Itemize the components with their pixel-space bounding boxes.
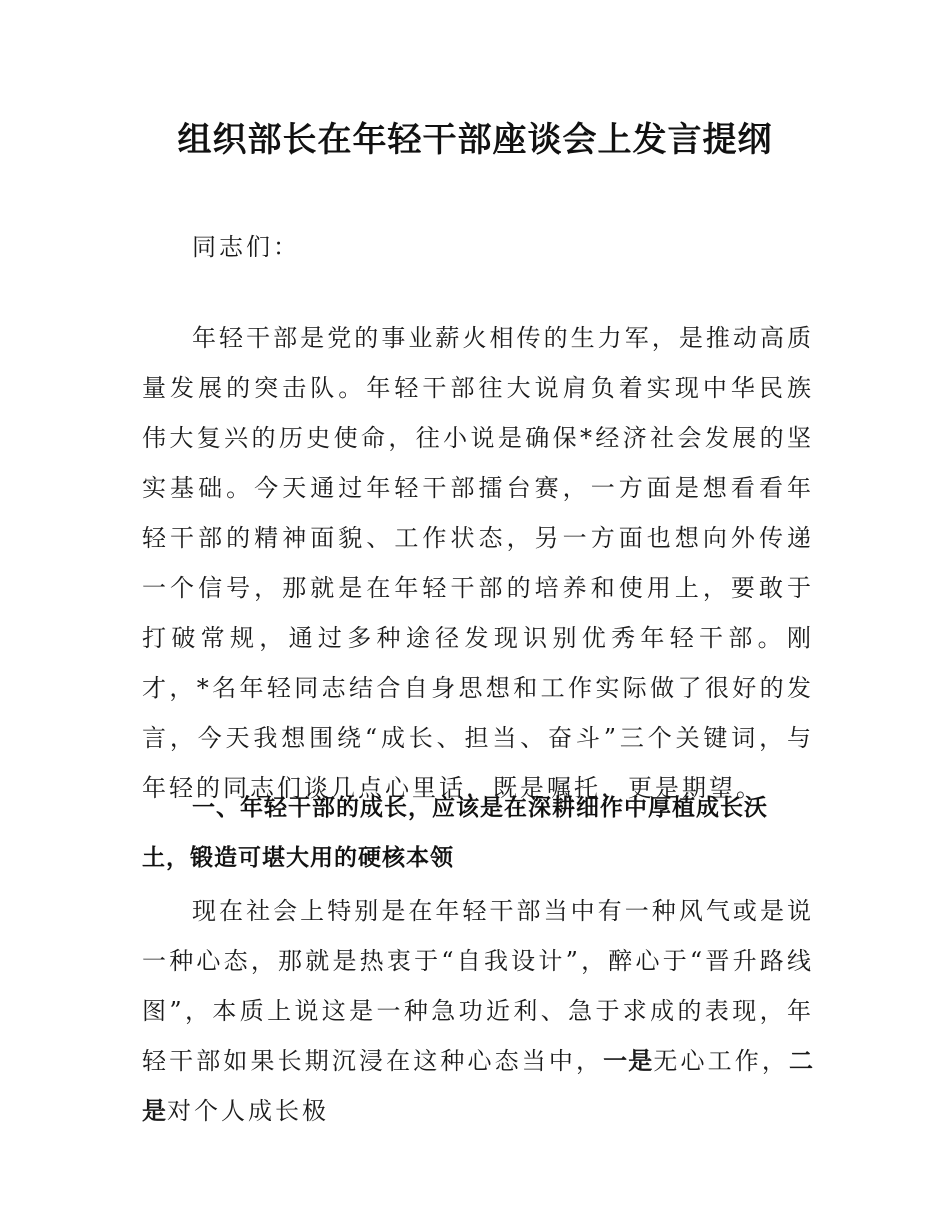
document-title: 组织部长在年轻干部座谈会上发言提纲 — [177, 120, 773, 160]
paragraph-text-c: 对个人成长极 — [167, 1097, 329, 1125]
paragraph-bold-first: 一是 — [603, 1047, 654, 1075]
section-heading-1: 一、年轻干部的成长，应该是在深耕细作中厚植成长沃土，锻造可堪大用的硬核本领 — [142, 795, 768, 871]
paragraph-intro: 年轻干部是党的事业薪火相传的生力军，是推动高质量发展的突击队。年轻干部往大说肩负着实现中华民族伟大复兴的历史使命，往小说是确保*经济社会发展的坚实基础。今天通过年轻干部擂台赛，一方面是想看看年轻干部的精神面貌、工作状态，另一方面也想向外传递一个信号，那就是在年轻干部的培养和使用上，要敢于打破常规，通过多种途径发现识别优秀年轻干部。刚才，*名年轻同志结合自身思想和工作实际做了很好的发言，今天我想围绕“成长、担当、奋斗”三个关键词，与年轻的同志们谈几点心里话，既是嘱托，更是期望。 — [142, 324, 814, 802]
paragraph-section-1 — [142, 886, 814, 1136]
paragraph-text-b: 无心工作， — [653, 1047, 789, 1075]
paragraph-bold-second: 二是 — [142, 1047, 814, 1125]
greeting: 同志们： — [192, 233, 300, 261]
paragraph-text-a: 现在社会上特别是在年轻干部当中有一种风气或是说一种心态，那就是热衷于“自我设计”，醉心于“晋升路线图”，本质上说这是一种急功近利、急于求成的表现，年轻干部如果长期沉浸在这种心态当中， — [142, 897, 814, 1075]
